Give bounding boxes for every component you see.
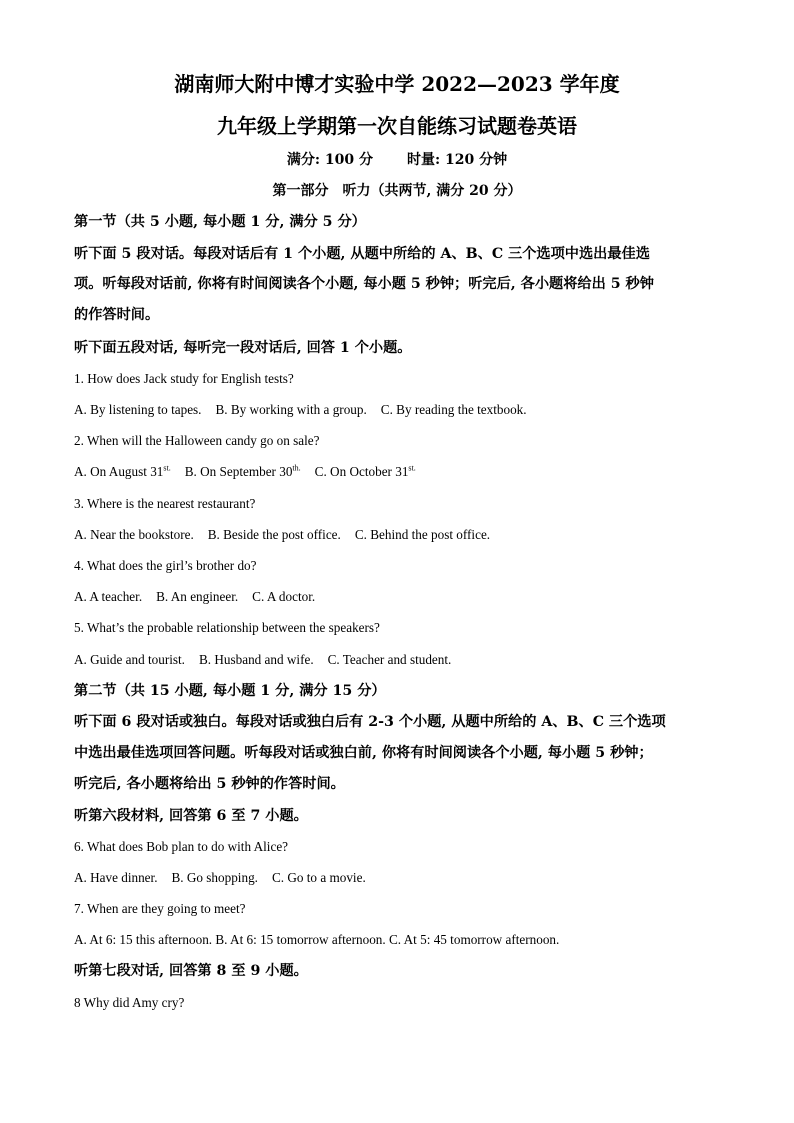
- question-5: 5. What’s the probable relationship between the speakers?: [74, 620, 380, 635]
- option: C. A doctor.: [252, 589, 316, 604]
- exam-meta: [0, 150, 794, 170]
- section1-sub-instruction: 听下面五段对话, 每听完一段对话后, 回答 1 个小题。: [74, 340, 412, 356]
- section2-sub-instruction: 听第七段对话, 回答第 8 至 9 小题。: [74, 963, 308, 979]
- total-score: 满分: 100 分: [286, 152, 373, 168]
- option-text: B. On September 30: [184, 464, 293, 479]
- option: A. Near the bookstore.: [74, 527, 194, 542]
- option: [74, 463, 171, 481]
- question-6-options: [74, 869, 722, 887]
- section1-instruction-line: 听下面 5 段对话。每段对话后有 1 个小题, 从题中所给的 A、B、C 三个选项中选出最佳选: [74, 246, 650, 262]
- option: A. A teacher.: [74, 589, 143, 604]
- ordinal-suffix: th.: [292, 463, 301, 473]
- option: B. Go shopping.: [171, 870, 258, 885]
- section1-instruction-line: 项。听每段对话前, 你将有时间阅读各个小题, 每小题 5 秒钟；听完后, 各小题将给出 5 秒钟: [74, 276, 654, 292]
- section1-instruction-line: 的作答时间。: [74, 307, 160, 323]
- exam-subtitle: 九年级上学期第一次自能练习试题卷英语: [217, 114, 577, 138]
- question-7: 7. When are they going to meet?: [74, 901, 246, 916]
- option: A. Have dinner.: [74, 870, 158, 885]
- section2-heading: 第二节（共 15 小题, 每小题 1 分, 满分 15 分）: [74, 683, 386, 699]
- option: B. Husband and wife.: [198, 652, 314, 667]
- question-2-options: [74, 463, 722, 481]
- option-text: A. On August 31: [74, 464, 164, 479]
- option: C. Behind the post office.: [354, 527, 491, 542]
- option: C. By reading the textbook.: [380, 402, 527, 417]
- question-5-options: [74, 651, 722, 669]
- exam-title: 湖南师大附中博才实验中学 2022—2023 学年度: [174, 72, 620, 96]
- section1-heading: 第一节（共 5 小题, 每小题 1 分, 满分 5 分）: [74, 214, 366, 230]
- option: A. By listening to tapes.: [74, 402, 202, 417]
- option: C. Go to a movie.: [271, 870, 366, 885]
- section2-sub-instruction: 听第六段材料, 回答第 6 至 7 小题。: [74, 808, 308, 824]
- section2-instruction-line: 中选出最佳选项回答问题。听每段对话或独白前, 你将有时间阅读各个小题, 每小题 5 秒钟；: [74, 745, 653, 761]
- question-3-options: [74, 526, 722, 544]
- option: [185, 463, 301, 481]
- option: B. Beside the post office.: [207, 527, 341, 542]
- option: B. An engineer.: [156, 589, 239, 604]
- time-limit: 时量: 120 分钟: [407, 152, 508, 168]
- question-4-options: [74, 588, 722, 606]
- question-1-options: [74, 401, 722, 419]
- option: B. By working with a group.: [215, 402, 367, 417]
- ordinal-suffix: st.: [408, 463, 416, 473]
- question-2: 2. When will the Halloween candy go on sale?: [74, 433, 320, 448]
- option: A. Guide and tourist.: [74, 652, 185, 667]
- section2-instruction-line: 听完后, 各小题将给出 5 秒钟的作答时间。: [74, 776, 345, 792]
- question-8: 8 Why did Amy cry?: [74, 995, 185, 1010]
- ordinal-suffix: st.: [163, 463, 171, 473]
- option-text: C. On October 31: [314, 464, 409, 479]
- option: [315, 463, 416, 481]
- question-4: 4. What does the girl’s brother do?: [74, 558, 257, 573]
- part-heading: 第一部分 听力（共两节, 满分 20 分）: [272, 183, 522, 199]
- option: C. Teacher and student.: [327, 652, 452, 667]
- question-1: 1. How does Jack study for English tests?: [74, 371, 294, 386]
- question-7-options: A. At 6: 15 this afternoon. B. At 6: 15 tomorrow afternoon. C. At 5: 45 tomorrow afternoon.: [74, 932, 560, 947]
- question-3: 3. Where is the nearest restaurant?: [74, 496, 256, 511]
- question-6: 6. What does Bob plan to do with Alice?: [74, 839, 289, 854]
- section2-instruction-line: 听下面 6 段对话或独白。每段对话或独白后有 2-3 个小题, 从题中所给的 A、B、C 三个选项: [74, 714, 666, 730]
